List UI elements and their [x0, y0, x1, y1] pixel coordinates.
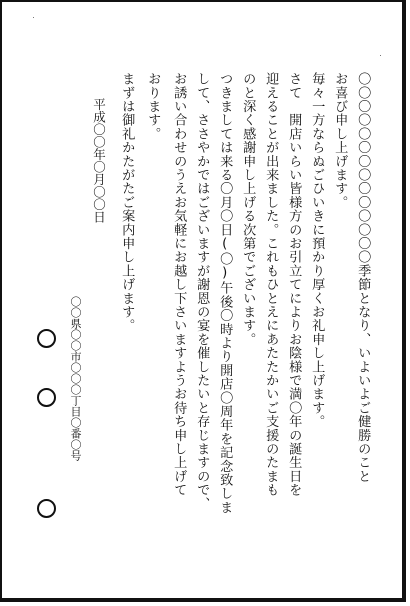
body-line-5: 迎えることが出来ました。これもひとえにあたたかいご支援のたまも: [263, 72, 279, 497]
scan-speck: [33, 17, 34, 18]
body-line-3: 毎々一方ならぬごひいきに預かり厚くお礼申し上げます。: [309, 72, 325, 429]
body-line-11: まずは御礼かたがたご案内申し上げます。: [119, 72, 135, 333]
letter-date: 平成〇〇年〇月〇〇日: [91, 98, 107, 223]
body-line-1: 〇〇〇〇〇〇〇〇〇〇〇〇〇〇季節となり、いよいよご健勝のこと: [355, 72, 371, 483]
body-line-10: おります。: [145, 72, 161, 141]
body-line-9: お誘い合わせのうえお気軽にお越し下さいますようお待ち申し上げて: [171, 72, 187, 497]
name-circle-2: [37, 388, 56, 407]
body-line-2: お喜び申し上げます。: [332, 72, 348, 209]
sender-address: 〇〇県〇〇市〇〇〇丁目〇番〇号: [69, 296, 82, 461]
scan-speck: [380, 55, 381, 56]
name-circle-3: [37, 499, 56, 518]
body-line-6: のと深く感謝申し上げる次第でございます。: [240, 72, 256, 346]
name-circle-1: [37, 329, 56, 348]
body-line-7: つきましては来る〇月〇日(〇)午後〇時より開店〇周年を記念致しま: [217, 72, 233, 514]
body-line-8: して、ささやかではございますが謝恩の宴を催したいと存じますので、: [194, 72, 210, 511]
body-line-4: さて 開店いらい皆様方のお引立てによりお陰様で満〇年の誕生日を: [286, 72, 302, 497]
